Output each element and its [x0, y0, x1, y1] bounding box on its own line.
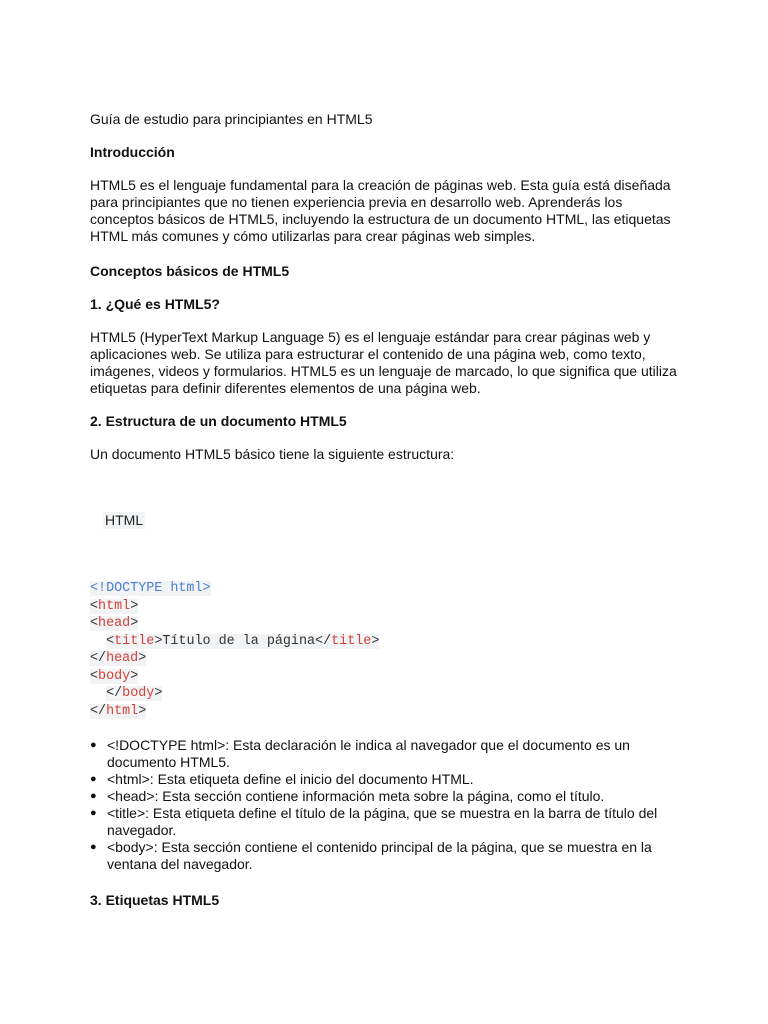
- code-gt: >: [154, 686, 163, 701]
- bullet-dot-icon: ●: [90, 773, 97, 785]
- code-tag-title: title: [114, 633, 155, 649]
- list-item: [90, 839, 690, 873]
- code-tag-body: body: [98, 668, 131, 684]
- code-line-body-open: [90, 668, 379, 686]
- code-title-text: Título de la página: [162, 633, 316, 649]
- list-item-text: <title>: Esta etiqueta define el título de la página, que se muestra en la barra de título del navegador.: [107, 805, 658, 838]
- code-tag-head: head: [106, 651, 139, 666]
- code-gt: >: [130, 616, 139, 631]
- code-line-body-close: [90, 685, 379, 703]
- bullet-dot-icon: ●: [90, 807, 97, 819]
- list-item: [90, 737, 690, 771]
- section-1-paragraph: HTML5 (HyperText Markup Language 5) es el lenguaje estándar para crear páginas web y aplicaciones web. Se utiliza para estructurar el contenido de una página web, como texto, imágenes, videos y formularios. HTML5 es un lenguaje de marcado, lo que significa que utiliza etiquetas para definir diferentes elementos de una página web.: [90, 329, 677, 396]
- code-tag-title: title: [331, 633, 372, 649]
- section-2-paragraph: Un documento HTML5 básico tiene la siguiente estructura:: [90, 446, 455, 462]
- list-item: [90, 771, 690, 788]
- list-item: [90, 805, 690, 839]
- list-item-text: <body>: Esta sección contiene el contenido principal de la página, que se muestra en la ventana del navegador.: [107, 839, 652, 872]
- section-3-heading: 3. Etiquetas HTML5: [90, 892, 220, 908]
- code-block: [90, 580, 379, 720]
- code-gt: >: [130, 668, 139, 684]
- list-item-text: <head>: Esta sección contiene información meta sobre la página, como el título.: [107, 788, 605, 804]
- code-line-head-close: [90, 650, 379, 668]
- code-line-html-close: [90, 703, 379, 721]
- code-lt: <: [106, 633, 115, 649]
- code-lt: <: [90, 616, 99, 631]
- code-line-head-open: [90, 615, 379, 633]
- list-item-text: <html>: Esta etiqueta define el inicio del documento HTML.: [107, 771, 474, 787]
- section-2-heading: 2. Estructura de un documento HTML5: [90, 413, 347, 429]
- code-lt-slash: </: [106, 686, 123, 701]
- code-gt: >: [371, 633, 380, 649]
- code-tag-html: html: [98, 598, 131, 614]
- code-gt: >: [138, 651, 147, 666]
- code-lt-slash: </: [90, 651, 107, 666]
- list-item: [90, 788, 690, 805]
- code-line-doctype: [90, 580, 379, 598]
- code-lt-slash: </: [315, 633, 332, 649]
- code-language-label: HTML: [105, 512, 144, 528]
- bullet-dot-icon: ●: [90, 739, 97, 751]
- code-tag-head: head: [98, 616, 131, 631]
- code-gt: >: [154, 633, 163, 649]
- code-tag-html: html: [106, 703, 139, 719]
- code-line-html-open: [90, 598, 379, 616]
- intro-paragraph: HTML5 es el lenguaje fundamental para la creación de páginas web. Esta guía está diseñada para principiantes que no tienen experiencia previa en desarrollo web. Aprenderás los conceptos básicos de HTML5, incluyendo la estructura de un documento HTML, las etiquetas HTML más comunes y cómo utilizarlas para crear páginas web simples.: [90, 177, 671, 244]
- code-doctype: <!DOCTYPE html>: [90, 581, 211, 596]
- code-lt: <: [90, 598, 99, 614]
- code-line-title: [90, 633, 379, 651]
- code-lt: <: [90, 668, 99, 684]
- code-tag-body: body: [122, 686, 155, 701]
- code-gt: >: [138, 703, 147, 719]
- list-item-text: <!DOCTYPE html>: Esta declaración le indica al navegador que el documento es un documento HTML5.: [107, 737, 630, 770]
- document-title: Guía de estudio para principiantes en HTML5: [90, 111, 373, 127]
- concepts-heading: Conceptos básicos de HTML5: [90, 263, 290, 279]
- bullet-dot-icon: ●: [90, 790, 97, 802]
- bullet-dot-icon: ●: [90, 841, 97, 853]
- section-1-heading: 1. ¿Qué es HTML5?: [90, 296, 220, 312]
- intro-heading: Introducción: [90, 144, 175, 160]
- bullet-list: [90, 737, 690, 873]
- code-gt: >: [130, 598, 139, 614]
- code-lt-slash: </: [90, 703, 107, 719]
